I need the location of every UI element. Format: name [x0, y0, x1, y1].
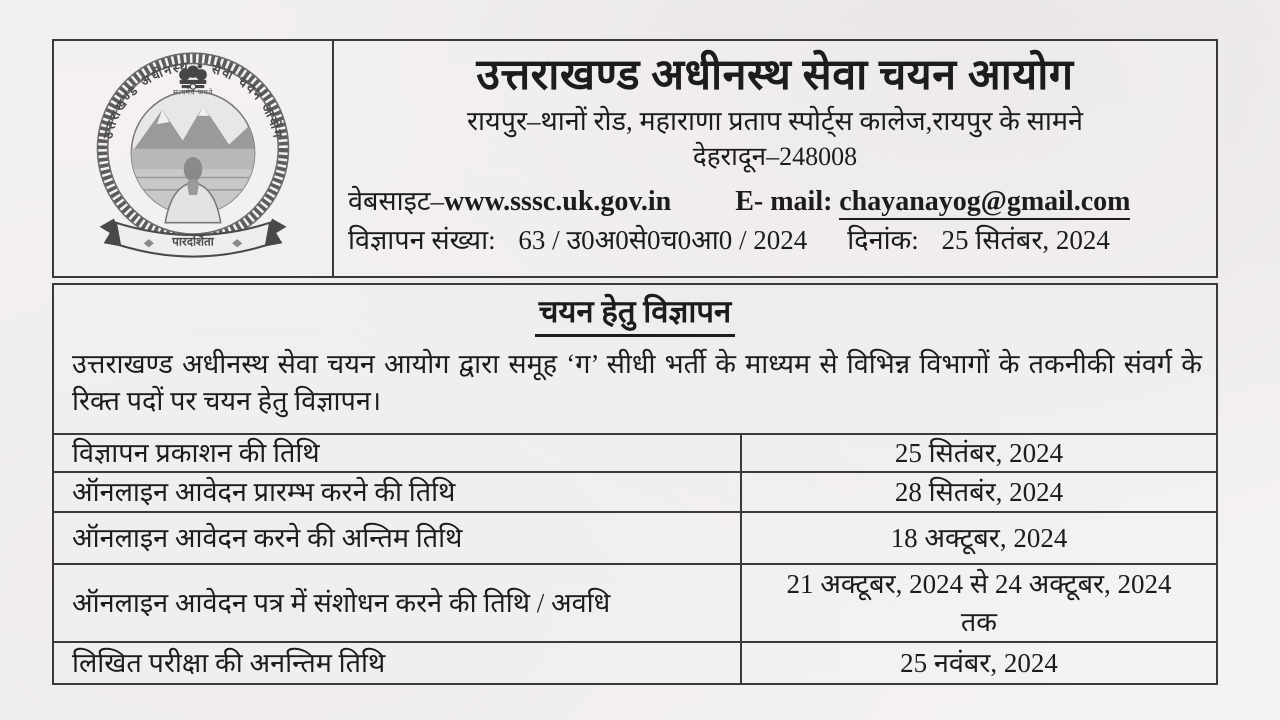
ribbon-banner	[100, 218, 287, 256]
row-label: ऑनलाइन आवेदन पत्र में संशोधन करने की तिथि / अवधि	[54, 565, 742, 641]
org-name: उत्तराखण्ड अधीनस्थ सेवा चयन आयोग	[476, 52, 1074, 99]
row-value: 18 अक्टूबर, 2024	[890, 523, 1068, 553]
letterhead-text	[334, 41, 1216, 276]
row-value: 28 सितबंर, 2024	[894, 477, 1064, 507]
date-label: दिनांक:	[847, 225, 919, 255]
issue-date: 25 सितंबर, 2024	[941, 225, 1110, 255]
table-row	[54, 513, 1216, 565]
advt-date-row	[348, 222, 1216, 258]
schedule-table	[52, 433, 1218, 685]
advt-number: 63 / उ0अ0से0च0आ0 / 2024	[518, 225, 808, 255]
commission-seal-icon	[84, 46, 302, 272]
table-row	[54, 473, 1216, 513]
address-line: रायपुर–थानों रोड, महाराणा प्रताप स्पोर्ट्स कालेज,रायपुर के सामने	[466, 106, 1084, 136]
commission-seal	[54, 41, 332, 276]
letterhead-box	[52, 39, 1218, 278]
table-row	[54, 435, 1216, 473]
ribbon-motto: पारदर्शिता	[172, 233, 214, 248]
row-label: ऑनलाइन आवेदन प्रारम्भ करने की तिथि	[54, 473, 742, 511]
website-email-row	[348, 183, 1216, 220]
table-row	[54, 643, 1216, 683]
seal-ring-text: उत्तराखण्ड अधीनस्थ • सेवा चयन आयोग	[101, 59, 285, 140]
website	[348, 183, 671, 220]
row-label: लिखित परीक्षा की अनन्तिम तिथि	[54, 643, 742, 683]
row-value: 21 अक्टूबर, 2024 से 24 अक्टूबर, 2024 तक	[786, 569, 1172, 637]
email-label: E- mail:	[735, 186, 833, 217]
email	[735, 183, 1130, 220]
notice-box	[52, 283, 1218, 685]
city-pin: देहरादून–248008	[692, 142, 858, 171]
notice-title: चयन हेतु विज्ञापन	[535, 295, 735, 337]
issue-date-group	[847, 222, 1110, 258]
row-value: 25 सितंबर, 2024	[894, 438, 1064, 468]
advt-number-group	[348, 222, 807, 258]
emblem-motto: सत्यमेव जयते	[173, 86, 213, 96]
website-url: www.sssc.uk.gov.in	[444, 186, 672, 217]
row-label: ऑनलाइन आवेदन करने की अन्तिम तिथि	[54, 513, 742, 563]
row-label: विज्ञापन प्रकाशन की तिथि	[54, 435, 742, 471]
advt-label: विज्ञापन संख्या:	[348, 225, 496, 255]
email-address: chayanayog@gmail.com	[839, 186, 1130, 220]
website-label: वेबसाइट–	[348, 186, 445, 216]
row-value: 25 नवंबर, 2024	[900, 648, 1058, 678]
table-row	[54, 565, 1216, 643]
notice-body: उत्तराखण्ड अधीनस्थ सेवा चयन आयोग द्वारा समूह ‘ग’ सीधी भर्ती के माध्यम से विभिन्न विभागों के तकनीकी संवर्ग के रिक्त पदों पर चयन हेतु विज्ञापन।	[72, 349, 1202, 416]
